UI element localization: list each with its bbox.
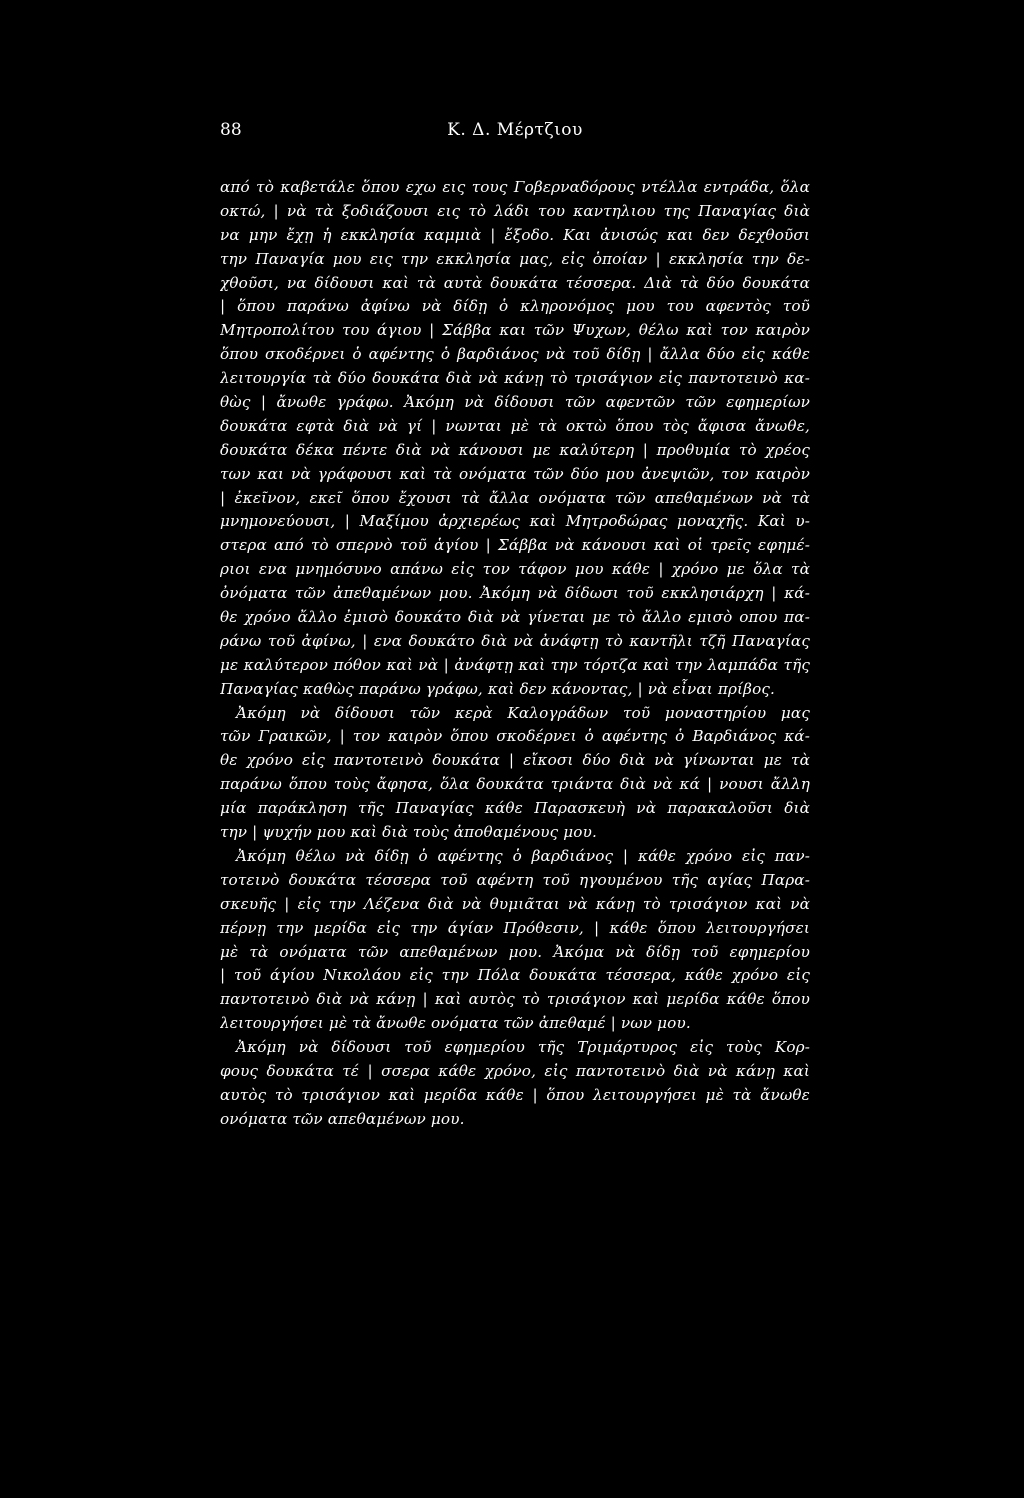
text-line: λειτουργήσει μὲ τὰ ἄνωθε ονόματα τῶν ἀπεθαμέ | νων μου. [220,1014,691,1033]
text-line: χθοῦσι, να δίδουσι καὶ τὰ αυτὰ δουκάτα τέσσερα. Διὰ τὰ δύο δουκάτα [220,273,810,292]
text-line: μία παράκληση τῆς Παναγίας κάθε Παρασκευὴ νὰ παρακαλοῦσι διὰ [220,799,810,818]
text-line: μνημονεύουσι, | Μαξίμου ἀρχιερέως καὶ Μητροδώρας μοναχῆς. Καὶ υ- [220,512,810,531]
text-line: παντοτεινὸ διὰ νὰ κάνῃ | καὶ αυτὸς τὸ τρισάγιον καὶ μερίδα κάθε ὅπου [220,990,810,1009]
text-line: Παναγίας καθὼς παράνω γράφω, καὶ δεν κάνοντας, | νὰ εἶναι πρίβος. [220,679,775,698]
text-line: δουκάτα εφτὰ διὰ νὰ γί | νωνται μὲ τὰ οκτὼ ὅπου τὸς ἄφισα ἄνωθε, [220,416,810,435]
text-line: παράνω ὅπου τοὺς ἄφησα, ὅλα δουκάτα τριάντα διὰ νὰ κά | νουσι ἄλλη [220,775,810,794]
text-line: | ὅπου παράνω ἀφίνω νὰ δίδῃ ὁ κληρονόμος μου του αφεντὸς τοῦ [220,297,810,316]
text-line: σκευῆς | εἰς την Λέζενα διὰ νὰ θυμιᾶται νὰ κάνῃ τὸ τρισάγιον καὶ νὰ [220,894,810,913]
text-line: δουκάτα δέκα πέντε διὰ νὰ κάνουσι με καλύτερη | προθυμία τὸ χρέος [220,440,810,459]
text-line: ριοι ενα μνημόσυνο απάνω εἰς τον τάφον μου κάθε | χρόνο με ὅλα τὰ [220,560,810,579]
text-line: Ἀκόμη νὰ δίδουσι τῶν κερὰ Καλογράδων τοῦ μοναστηρίου μας [236,703,810,722]
text-line: οκτώ, | νὰ τὰ ξοδιάζουσι εις τὸ λάδι του καντηλιου της Παναγίας διὰ [220,201,810,220]
text-line: με καλύτερον πόθον καὶ νὰ | ἀνάφτῃ καὶ την τόρτζα καὶ την λαμπάδα τῆς [220,655,810,674]
text-line: θὼς | ἄνωθε γράφω. Ἀκόμη νὰ δίδουσι τῶν αφεντῶν τῶν εφημερίων [220,393,810,412]
text-line: τῶν Γραικῶν, | τον καιρὸν ὅπου σκοδέρνει ὁ αφέντης ὁ Βαρδιάνος κά- [220,727,810,746]
text-line: | τοῦ άγίου Νικολάου εἰς την Πόλα δουκάτα τέσσερα, κάθε χρόνο εἰς [220,966,810,985]
text-line: από τὸ καβετάλε ὅπου εχω εις τους Γοβερναδόρους ντέλλα εντράδα, ὅλα [220,178,810,196]
text-line: φους δουκάτα τέ | σσερα κάθε χρόνο, εἰς παντοτεινὸ διὰ νὰ κάνῃ καὶ [220,1061,810,1080]
text-line: των και νὰ γράφουσι καὶ τὰ ονόματα τῶν δύο μου ἀνεψιῶν, τον καιρὸν [220,464,810,483]
text-line: Μητροπολίτου του άγιου | Σάββα και τῶν Ψυχων, θέλω καὶ τον καιρὸν [220,321,810,340]
text-line: ὅπου σκοδέρνει ὁ αφέντης ὁ βαρδιάνος νὰ τοῦ δίδῃ | ἄλλα δύο εἰς κάθε [220,345,810,364]
text-line: Ἀκόμη θέλω νὰ δίδῃ ὁ αφέντης ὁ βαρδιάνος | κάθε χρόνο εἰς παν- [236,846,810,865]
body-text [220,176,810,1132]
text-line: στερα από τὸ σπερνὸ τοῦ ἁγίου | Σάββα νὰ κάνουσι καὶ οἱ τρεῖς εφημέ- [220,536,810,555]
page-header [220,120,810,146]
text-line: ονόματα τῶν απεθαμένων μου. [220,1109,465,1128]
text-line: θε χρόνο ἄλλο ἐμισὸ δουκάτο διὰ νὰ γίνεται με τὸ ἄλλο εμισὸ οπου πα- [220,608,810,627]
page-number: 88 [220,120,242,140]
text-line: την | ψυχήν μου καὶ διὰ τοὺς ἀποθαμένους μου. [220,823,597,842]
text-line: μὲ τὰ ονόματα τῶν απεθαμένων μου. Ἀκόμα νὰ δίδῃ τοῦ εφημερίου [220,942,810,961]
running-head: Κ. Δ. Μέρτζιου [447,120,583,140]
text-line: λειτουργία τὰ δύο δουκάτα διὰ νὰ κάνῃ τὸ τρισάγιον εἰς παντοτεινὸ κα- [220,369,810,388]
text-line: | ἐκεῖνον, εκεῖ ὅπου ἔχουσι τὰ ἄλλα ονόματα τῶν απεθαμένων νὰ τὰ [220,488,810,507]
text-line: ὀνόματα τῶν ἀπεθαμένων μου. Ἀκόμη νὰ δίδωσι τοῦ εκκλησιάρχη | κά- [220,584,810,603]
text-line: Ἀκόμη νὰ δίδουσι τοῦ εφημερίου τῆς Τριμάρτυρος εἰς τοὺς Κορ- [236,1038,810,1057]
text-line: θε χρόνο εἰς παντοτεινὸ δουκάτα | εἴκοσι δύο διὰ νὰ γίνωνται με τὰ [220,751,810,770]
text-line: να μην ἔχῃ ἡ εκκλησία καμμιὰ | ἔξοδο. Και ἀνισώς και δεν δεχθοῦσι [220,225,810,244]
text-line: πέρνῃ την μερίδα εἰς την άγίαν Πρόθεσιν, | κάθε ὅπου λειτουργήσει [220,918,810,937]
text-line: ράνω τοῦ ἀφίνω, | ενα δουκάτο διὰ νὰ ἀνάφτῃ τὸ καντῆλι τζῆ Παναγίας [220,631,810,650]
text-line: αυτὸς τὸ τρισάγιον καὶ μερίδα κάθε | ὅπου λειτουργήσει μὲ τὰ ἄνωθε [220,1085,810,1104]
text-line: τοτεινὸ δουκάτα τέσσερα τοῦ αφέντη τοῦ ηγουμένου τῆς αγίας Παρα- [220,870,810,889]
text-line: την Παναγία μου εις την εκκλησία μας, εἰς ὁποίαν | εκκλησία την δε- [220,249,810,268]
